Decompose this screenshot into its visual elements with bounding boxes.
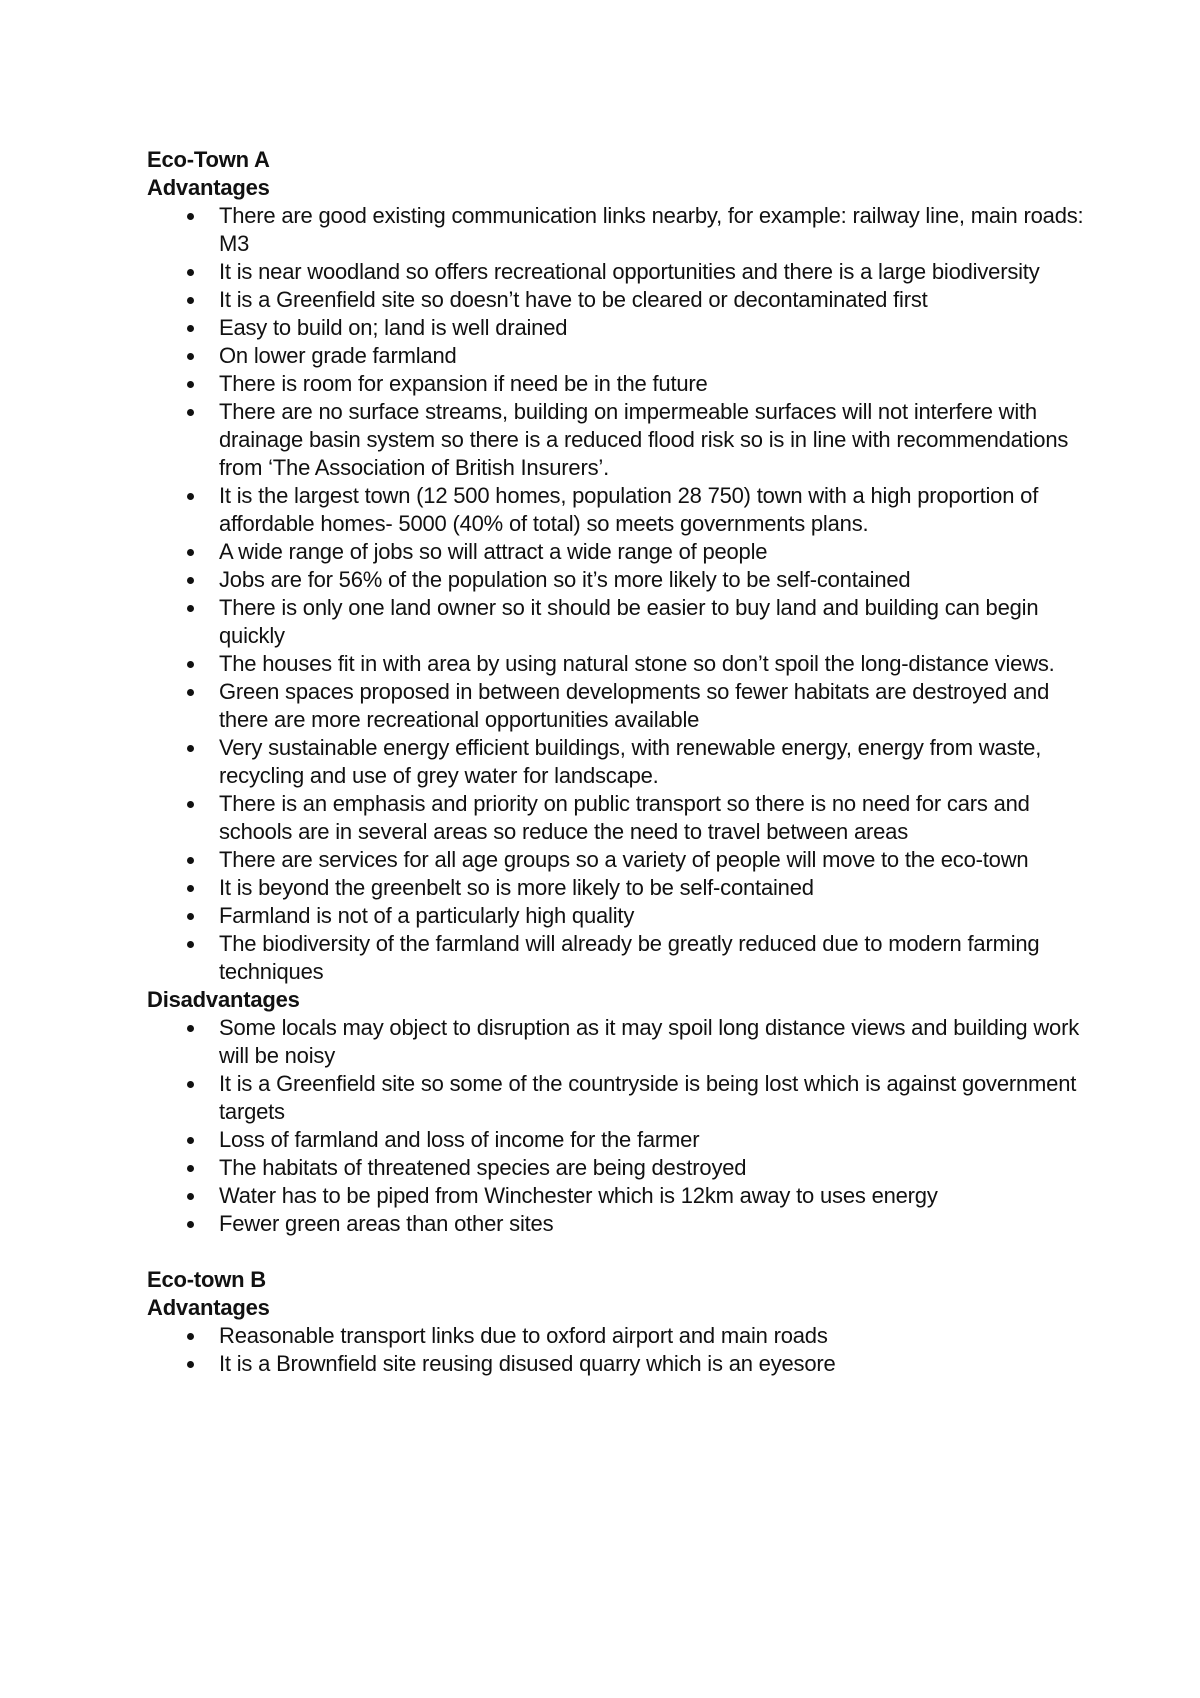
list-item: Some locals may object to disruption as it may spoil long distance views and building work will be noisy bbox=[147, 1014, 1087, 1070]
list-item: There are no surface streams, building on impermeable surfaces will not interfere with drainage basin system so there is a reduced flood risk so is in line with recommendations from ‘The Association of British Insurers’. bbox=[147, 398, 1087, 482]
list-item: There are services for all age groups so a variety of people will move to the eco-town bbox=[147, 846, 1087, 874]
list-item: It is a Brownfield site reusing disused quarry which is an eyesore bbox=[147, 1350, 1087, 1378]
list-item: Farmland is not of a particularly high quality bbox=[147, 902, 1087, 930]
disadvantages-heading: Disadvantages bbox=[147, 987, 300, 1012]
list-item: Jobs are for 56% of the population so it’s more likely to be self-contained bbox=[147, 566, 1087, 594]
list-item: Fewer green areas than other sites bbox=[147, 1210, 1087, 1238]
list-item: Loss of farmland and loss of income for the farmer bbox=[147, 1126, 1087, 1154]
document-page bbox=[147, 146, 1087, 1378]
section-title-eco-town-a: Eco-Town A bbox=[147, 147, 270, 172]
list-item: On lower grade farmland bbox=[147, 342, 1087, 370]
list-item: There is room for expansion if need be in the future bbox=[147, 370, 1087, 398]
list-item: Easy to build on; land is well drained bbox=[147, 314, 1087, 342]
list-item: The habitats of threatened species are being destroyed bbox=[147, 1154, 1087, 1182]
list-item: It is the largest town (12 500 homes, population 28 750) town with a high proportion of affordable homes- 5000 (40% of total) so meets governments plans. bbox=[147, 482, 1087, 538]
section-spacer bbox=[147, 1238, 1087, 1266]
list-item: Very sustainable energy efficient buildings, with renewable energy, energy from waste, recycling and use of grey water for landscape. bbox=[147, 734, 1087, 790]
eco-town-a-advantages-list bbox=[147, 202, 1087, 986]
list-item: It is near woodland so offers recreational opportunities and there is a large biodiversity bbox=[147, 258, 1087, 286]
list-item: There are good existing communication links nearby, for example: railway line, main roads: M3 bbox=[147, 202, 1087, 258]
eco-town-a-disadvantages-list bbox=[147, 1014, 1087, 1238]
section-title-eco-town-b: Eco-town B bbox=[147, 1267, 266, 1292]
list-item: Reasonable transport links due to oxford airport and main roads bbox=[147, 1322, 1087, 1350]
list-item: It is beyond the greenbelt so is more likely to be self-contained bbox=[147, 874, 1087, 902]
list-item: It is a Greenfield site so some of the countryside is being lost which is against government targets bbox=[147, 1070, 1087, 1126]
list-item: There is only one land owner so it should be easier to buy land and building can begin quickly bbox=[147, 594, 1087, 650]
list-item: A wide range of jobs so will attract a wide range of people bbox=[147, 538, 1087, 566]
list-item: The biodiversity of the farmland will already be greatly reduced due to modern farming techniques bbox=[147, 930, 1087, 986]
list-item: It is a Greenfield site so doesn’t have to be cleared or decontaminated first bbox=[147, 286, 1087, 314]
eco-town-b-advantages-list bbox=[147, 1322, 1087, 1378]
advantages-heading: Advantages bbox=[147, 175, 270, 200]
list-item: The houses fit in with area by using natural stone so don’t spoil the long-distance views. bbox=[147, 650, 1087, 678]
list-item: Water has to be piped from Winchester which is 12km away to uses energy bbox=[147, 1182, 1087, 1210]
list-item: Green spaces proposed in between developments so fewer habitats are destroyed and there are more recreational opportunities available bbox=[147, 678, 1087, 734]
list-item: There is an emphasis and priority on public transport so there is no need for cars and schools are in several areas so reduce the need to travel between areas bbox=[147, 790, 1087, 846]
advantages-heading: Advantages bbox=[147, 1295, 270, 1320]
